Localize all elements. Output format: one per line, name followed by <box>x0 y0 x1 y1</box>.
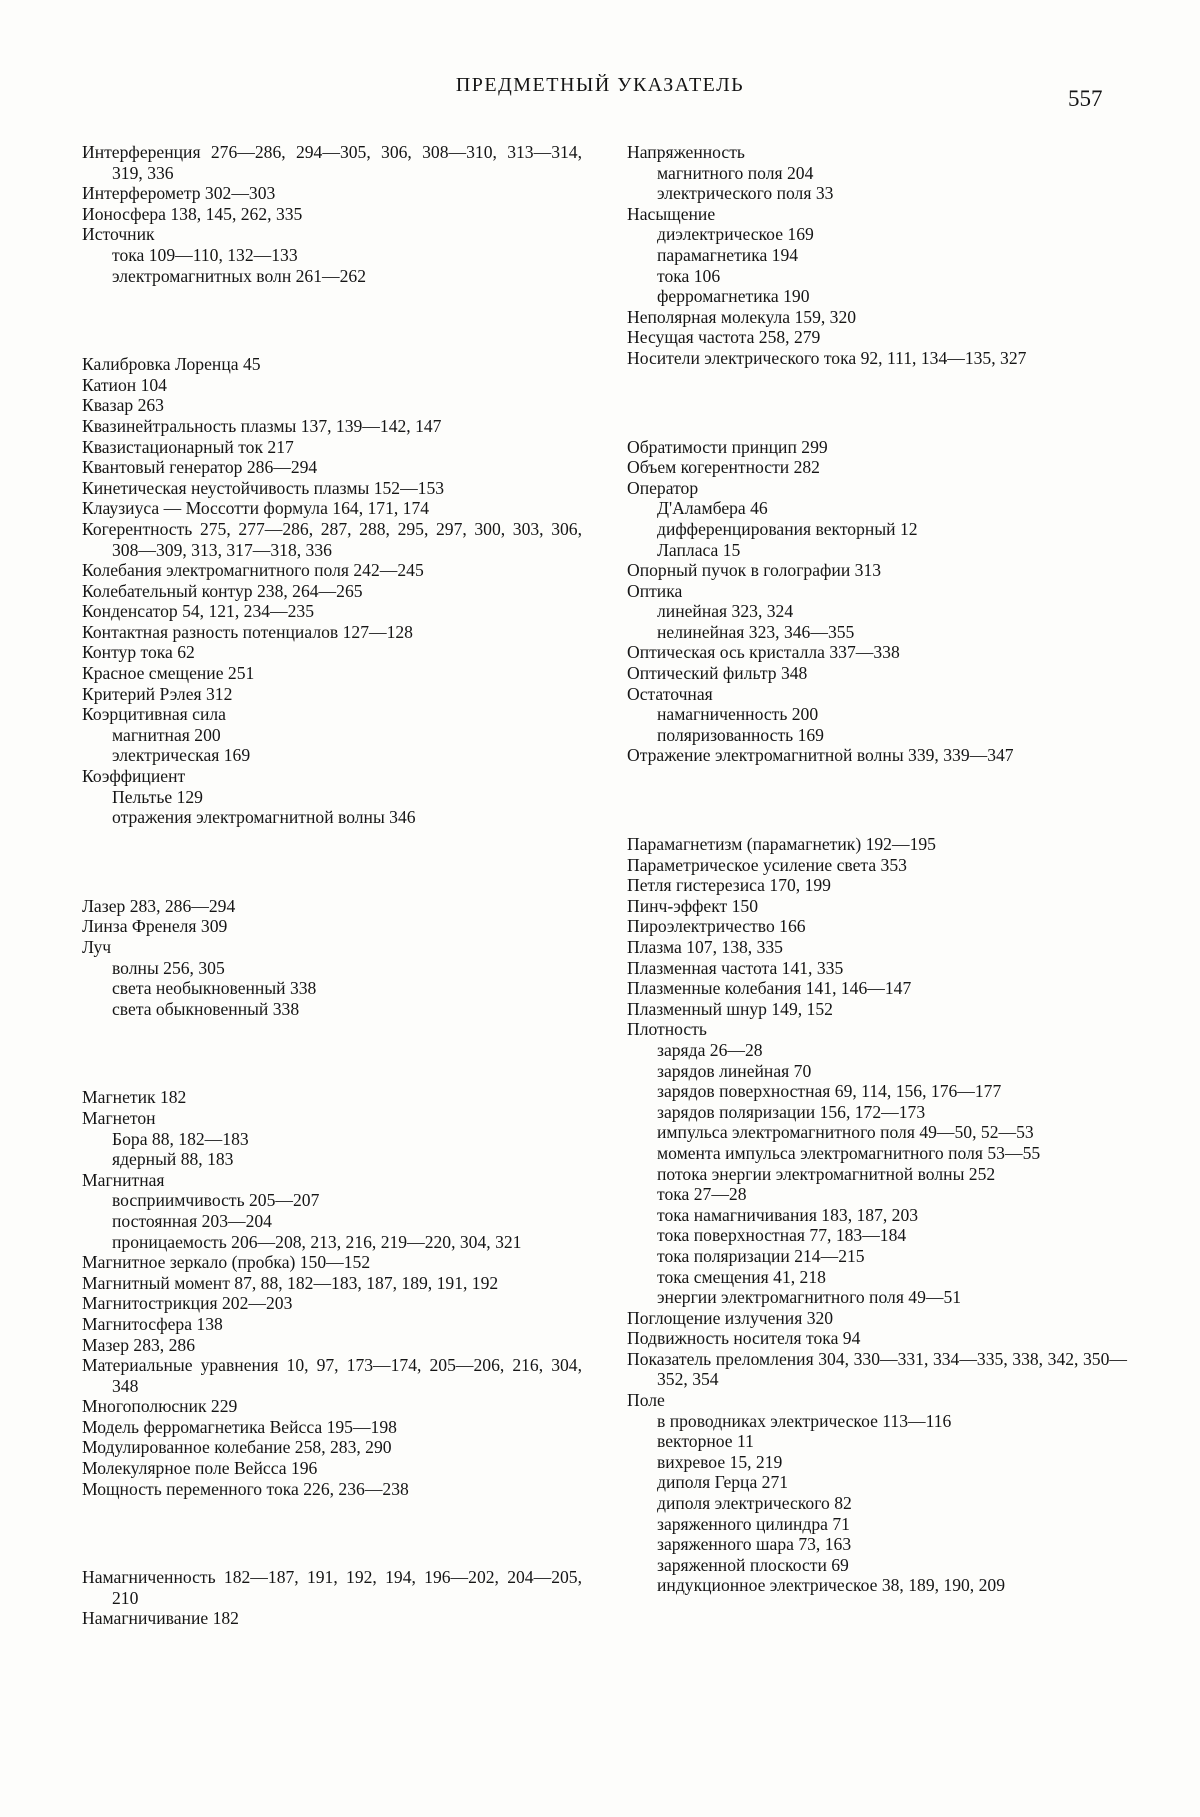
index-entry: Плазменный шнур 149, 152 <box>627 998 833 1019</box>
index-entry: Магнитосфера 138 <box>82 1313 223 1334</box>
index-entry: Подвижность носителя тока 94 <box>627 1328 861 1349</box>
index-entry: Оптика <box>627 580 683 601</box>
index-entry: Клаузиуса — Моссотти формула 164, 171, 174 <box>82 498 430 519</box>
letter-group <box>82 896 582 1020</box>
index-subentry: вихревое 15, 219 <box>657 1451 783 1472</box>
index-subentry: тока 27—28 <box>657 1184 747 1205</box>
index-subentry: заряженной плоскости 69 <box>657 1554 849 1575</box>
index-entry: Коэрцитивная сила <box>82 704 226 725</box>
index-entry: Магнетик 182 <box>82 1087 187 1108</box>
index-entry: Источник <box>82 224 155 245</box>
index-entry: Поле <box>627 1390 665 1411</box>
index-entry: Напряженность <box>627 142 745 162</box>
index-entry: Плотность <box>627 1019 707 1040</box>
index-subentry: проницаемость 206—208, 213, 216, 219—220, 304, 321 <box>112 1231 522 1252</box>
index-subentry: тока намагничивания 183, 187, 203 <box>657 1204 919 1225</box>
index-entry: Контактная разность потенциалов 127—128 <box>82 621 413 642</box>
letter-group-gap <box>82 286 582 354</box>
index-subentry: восприимчивость 205—207 <box>112 1190 320 1211</box>
index-entry: Обратимости принцип 299 <box>627 436 828 457</box>
index-subentry: магнитная 200 <box>112 724 221 745</box>
index-entry: Пинч-эффект 150 <box>627 895 758 916</box>
index-entry: Носители электрического тока 92, 111, 134—135, 327 <box>627 347 1027 368</box>
index-entry: Параметрическое усиление света 353 <box>627 854 907 875</box>
letter-group <box>627 437 1127 767</box>
index-subentry: отражения электромагнитной волны 346 <box>112 807 416 828</box>
index-entry: Колебания электромагнитного поля 242—245 <box>82 560 424 581</box>
index-column-left <box>82 142 582 1629</box>
index-entry: Остаточная <box>627 683 713 704</box>
running-head: ПРЕДМЕТНЫЙ УКАЗАТЕЛЬ <box>455 74 745 96</box>
index-subentry: векторное 11 <box>657 1431 754 1452</box>
index-entry: Оператор <box>627 477 699 498</box>
index-entry: Показатель преломления 304, 330—331, 334—335, 338, 342, 350—352, 354 <box>627 1348 1127 1390</box>
index-entry: Контур тока 62 <box>82 642 195 663</box>
index-subentry: ферромагнетика 190 <box>657 286 810 307</box>
index-entry: Конденсатор 54, 121, 234—235 <box>82 601 315 622</box>
index-subentry: тока 106 <box>657 265 721 286</box>
index-subentry: намагниченность 200 <box>657 704 819 725</box>
index-subentry: диполя электрического 82 <box>657 1493 852 1514</box>
index-subentry: электрическая 169 <box>112 745 251 766</box>
index-entry: Магнитная <box>82 1169 165 1190</box>
letter-group <box>627 142 1127 369</box>
index-entry: Магнетон <box>82 1107 156 1128</box>
letter-group <box>82 1087 582 1499</box>
index-entry: Интерференция 276—286, 294—305, 306, 308—310, 313—314, 319, 336 <box>82 142 582 183</box>
index-subentry: магнитного поля 204 <box>657 162 814 183</box>
index-entry: Колебательный контур 238, 264—265 <box>82 580 363 601</box>
index-entry: Объем когерентности 282 <box>627 457 820 478</box>
index-entry: Неполярная молекула 159, 320 <box>627 306 857 327</box>
index-entry: Мазер 283, 286 <box>82 1334 195 1355</box>
index-entry: Опорный пучок в голографии 313 <box>627 560 882 581</box>
letter-group <box>82 354 582 828</box>
index-entry: Магнитное зеркало (пробка) 150—152 <box>82 1252 371 1273</box>
index-entry: Материальные уравнения 10, 97, 173—174, 205—206, 216, 304, 348 <box>82 1355 582 1396</box>
index-subentry: ядерный 88, 183 <box>112 1149 234 1170</box>
index-entry: Намагниченность 182—187, 191, 192, 194, 196—202, 204—205, 210 <box>82 1567 582 1608</box>
index-subentry: линейная 323, 324 <box>657 601 794 622</box>
index-entry: Модель ферромагнетика Вейсса 195—198 <box>82 1416 397 1437</box>
index-subentry: заряда 26—28 <box>657 1039 763 1060</box>
index-subentry: заряженного шара 73, 163 <box>657 1534 852 1555</box>
index-entry: Поглощение излучения 320 <box>627 1307 834 1328</box>
index-subentry: заряженного цилиндра 71 <box>657 1513 850 1534</box>
index-subentry: тока поверхностная 77, 183—184 <box>657 1225 907 1246</box>
index-entry: Квантовый генератор 286—294 <box>82 457 318 478</box>
index-entry: Магнитный момент 87, 88, 182—183, 187, 189, 191, 192 <box>82 1272 499 1293</box>
index-subentry: Д'Аламбера 46 <box>657 498 768 519</box>
index-entry: Красное смещение 251 <box>82 663 255 684</box>
index-subentry: импульса электромагнитного поля 49—50, 52—53 <box>657 1122 1034 1143</box>
index-entry: Линза Френеля 309 <box>82 916 228 937</box>
index-subentry: потока энергии электромагнитной волны 252 <box>657 1163 996 1184</box>
letter-group-gap <box>82 828 582 896</box>
index-subentry: энергии электромагнитного поля 49—51 <box>657 1287 962 1308</box>
index-entry: Несущая частота 258, 279 <box>627 327 821 348</box>
index-subentry: электромагнитных волн 261—262 <box>112 265 367 286</box>
index-entry: Плазменная частота 141, 335 <box>627 957 844 978</box>
index-entry: Многополюсник 229 <box>82 1396 238 1417</box>
index-subentry: диполя Герца 271 <box>657 1472 789 1493</box>
index-entry: Квазинейтральность плазмы 137, 139—142, 147 <box>82 415 442 436</box>
index-subentry: зарядов поляризации 156, 172—173 <box>657 1101 926 1122</box>
index-subentry: Пельтье 129 <box>112 786 203 807</box>
index-subentry: света обыкновенный 338 <box>112 998 300 1019</box>
index-entry: Интерферометр 302—303 <box>82 183 276 204</box>
index-entry: Луч <box>82 937 112 957</box>
letter-group <box>82 1567 582 1629</box>
index-column-right <box>627 142 1127 1596</box>
index-entry: Оптический фильтр 348 <box>627 663 808 684</box>
index-entry: Модулированное колебание 258, 283, 290 <box>82 1437 392 1458</box>
index-subentry: Лапласа 15 <box>657 539 741 560</box>
index-subentry: тока поляризации 214—215 <box>657 1245 865 1266</box>
index-subentry: в проводниках электрическое 113—116 <box>657 1410 952 1431</box>
index-entry: Лазер 283, 286—294 <box>82 895 236 916</box>
index-entry: Мощность переменного тока 226, 236—238 <box>82 1478 409 1499</box>
index-entry: Отражение электромагнитной волны 339, 339—347 <box>627 745 1014 766</box>
index-subentry: парамагнетика 194 <box>657 244 799 265</box>
index-subentry: момента импульса электромагнитного поля 53—55 <box>657 1142 1041 1163</box>
index-entry: Оптическая ось кристалла 337—338 <box>627 642 900 663</box>
index-subentry: диэлектрическое 169 <box>657 224 814 245</box>
letter-group <box>82 142 582 286</box>
index-subentry: зарядов линейная 70 <box>657 1060 812 1081</box>
index-subentry: зарядов поверхностная 69, 114, 156, 176—177 <box>657 1081 1002 1102</box>
index-subentry: света необыкновенный 338 <box>112 978 317 999</box>
index-entry: Катион 104 <box>82 374 167 395</box>
index-entry: Намагничивание 182 <box>82 1608 239 1629</box>
index-entry: Насыщение <box>627 203 716 224</box>
index-entry: Магнитострикция 202—203 <box>82 1293 293 1314</box>
index-entry: Кинетическая неустойчивость плазмы 152—153 <box>82 477 445 498</box>
index-entry: Молекулярное поле Вейсса 196 <box>82 1458 318 1479</box>
index-entry: Калибровка Лоренца 45 <box>82 354 261 375</box>
index-subentry: индукционное электрическое 38, 189, 190, 209 <box>657 1575 1005 1596</box>
index-entry: Ионосфера 138, 145, 262, 335 <box>82 203 303 224</box>
index-entry: Квазар 263 <box>82 395 164 416</box>
index-entry: Критерий Рэлея 312 <box>82 683 233 704</box>
index-subentry: нелинейная 323, 346—355 <box>657 621 855 642</box>
index-subentry: тока смещения 41, 218 <box>657 1266 826 1287</box>
letter-group-gap <box>82 1019 582 1087</box>
index-entry: Парамагнетизм (парамагнетик) 192—195 <box>627 834 936 855</box>
index-entry: Плазменные колебания 141, 146—147 <box>627 978 912 999</box>
index-entry: Коэффициент <box>82 766 186 787</box>
page-number: 557 <box>1068 86 1103 111</box>
index-entry: Плазма 107, 138, 335 <box>627 937 783 957</box>
index-subentry: электрического поля 33 <box>657 183 834 204</box>
letter-group-gap <box>627 369 1127 437</box>
letter-group-gap <box>627 766 1127 834</box>
index-entry: Квазистационарный ток 217 <box>82 436 294 457</box>
index-entry: Пироэлектричество 166 <box>627 916 806 937</box>
index-entry: Когерентность 275, 277—286, 287, 288, 295, 297, 300, 303, 306, 308—309, 313, 317—318, 336 <box>82 518 582 560</box>
index-entry: Петля гистерезиса 170, 199 <box>627 875 831 896</box>
index-subentry: тока 109—110, 132—133 <box>112 244 298 265</box>
index-subentry: постоянная 203—204 <box>112 1210 272 1231</box>
letter-group <box>627 834 1127 1596</box>
index-subentry: Бора 88, 182—183 <box>112 1128 249 1149</box>
letter-group-gap <box>82 1499 582 1567</box>
index-subentry: поляризованность 169 <box>657 724 824 745</box>
index-subentry: волны 256, 305 <box>112 957 225 978</box>
index-subentry: дифференцирования векторный 12 <box>657 518 918 539</box>
